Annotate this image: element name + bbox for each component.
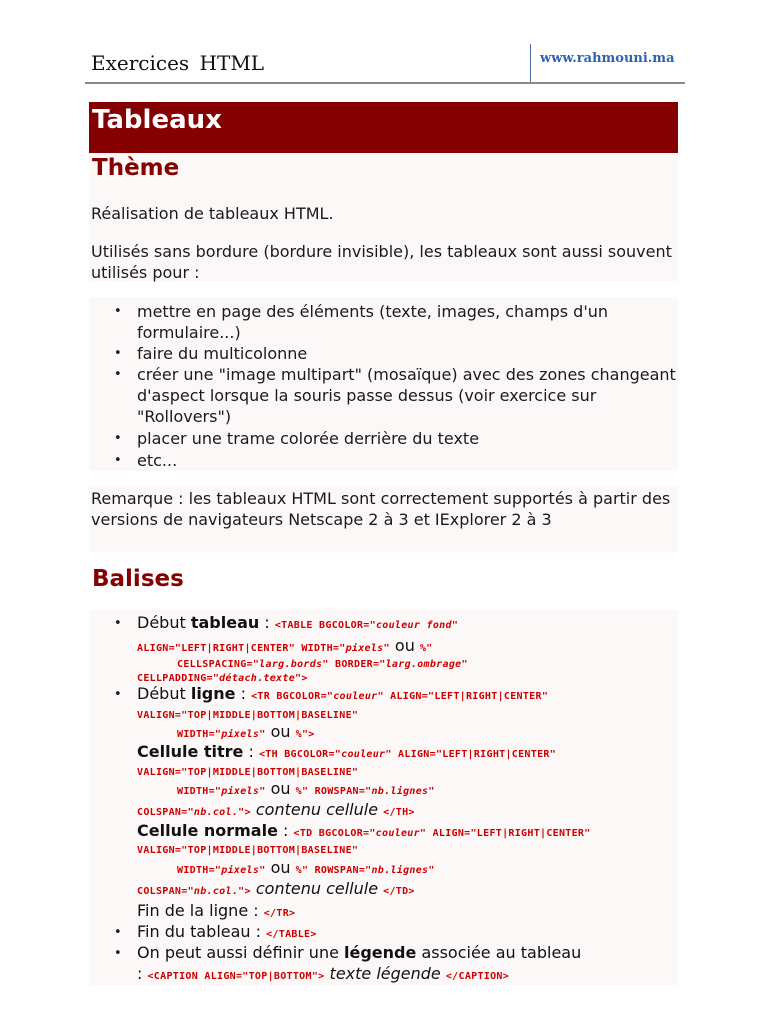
code-text: ": [461, 659, 468, 670]
code-snippet: [275, 620, 458, 631]
code-text: ": [259, 729, 266, 740]
page-title-bar: [89, 102, 678, 153]
code-text: WIDTH=": [177, 786, 222, 797]
code-text: VALIGN="TOP|MIDDLE|BOTTOM|BASELINE": [137, 767, 359, 778]
th-tag-line: [177, 779, 435, 802]
code-text: </TD>: [383, 886, 415, 897]
code-snippet: [259, 749, 556, 760]
keyword-cellule-normale: Cellule normale: [137, 821, 278, 840]
code-text: ": [428, 865, 435, 876]
code-value: détach.texte: [219, 673, 296, 684]
code-text: ": [451, 620, 459, 631]
code-text: " ALIGN="LEFT|RIGHT|CENTER": [419, 828, 591, 839]
code-text: <TABLE BGCOLOR=": [274, 620, 376, 631]
table-tag-line: [137, 613, 458, 636]
list-item: placer une trame colorée derrière du texte: [137, 429, 480, 448]
code-text: ": [383, 643, 390, 654]
code-text: ": [259, 786, 266, 797]
bullet: •: [114, 925, 122, 940]
code-text: WIDTH=": [177, 729, 222, 740]
bullet: •: [114, 431, 122, 446]
code-value: larg.bords: [259, 659, 323, 670]
bullet: •: [114, 346, 122, 361]
separator: :: [243, 742, 259, 761]
code-text: %">: [295, 729, 315, 740]
code-snippet: [296, 865, 435, 876]
separator: :: [259, 613, 275, 632]
theme-heading: Thème: [92, 155, 180, 181]
code-text: COLSPAN=": [137, 886, 194, 897]
page-title: Tableaux: [92, 105, 222, 135]
header-rule: [85, 82, 685, 84]
td-tag-line: [177, 858, 435, 881]
keyword-legende: légende: [344, 943, 417, 962]
list-item: etc...: [137, 451, 178, 470]
code-text: %" ROWSPAN=": [295, 865, 372, 876]
bullet: •: [114, 304, 122, 319]
code-text: ": [259, 865, 266, 876]
label-text: associée au tableau: [416, 943, 582, 962]
remark-paragraph: Remarque : les tableaux HTML sont correctement supportés à partir des versions de navigateurs Netscape 2 à 3 et IExplorer 2 à 3: [91, 489, 671, 529]
bullet: •: [114, 453, 122, 468]
code-value: nb.lignes: [371, 865, 429, 876]
th-tag-line: [137, 800, 415, 823]
code-text: </TH>: [383, 807, 415, 818]
separator: :: [137, 964, 148, 983]
code-snippet: [177, 786, 266, 797]
ou-text: ou: [265, 722, 296, 741]
label-text: Début: [137, 684, 191, 703]
code-text: %" ROWSPAN=": [295, 786, 372, 797]
code-text: VALIGN="TOP|MIDDLE|BOTTOM|BASELINE": [137, 845, 359, 856]
code-text: COLSPAN=": [137, 807, 194, 818]
list-item: mettre en page des éléments (texte, images, champs d'un formulaire...): [137, 302, 608, 342]
code-snippet: [296, 786, 435, 797]
separator: :: [277, 821, 294, 840]
bullet: •: [114, 946, 122, 961]
code-snippet: [251, 691, 548, 702]
content-text: contenu cellule: [250, 879, 384, 898]
code-snippet: [137, 673, 308, 684]
theme-paragraph-2: Utilisés sans bordure (bordure invisible), les tableaux sont aussi souvent utilisés pour :: [91, 242, 672, 282]
header-divider: [530, 44, 531, 82]
code-value: couleur: [333, 691, 378, 702]
code-value: pixels: [345, 643, 384, 654]
end-table-line: [137, 922, 317, 945]
code-value: nb.lignes: [371, 786, 429, 797]
code-text: <TD BGCOLOR=": [293, 828, 376, 839]
code-snippet: [137, 886, 251, 897]
code-text: </CAPTION>: [445, 971, 510, 982]
code-value: larg.ombrage: [385, 659, 462, 670]
code-snippet: [137, 807, 251, 818]
ou-text: ou: [265, 779, 296, 798]
code-value: couleur: [375, 828, 420, 839]
code-text: WIDTH=": [177, 865, 222, 876]
document-header-title: Exercices HTML: [91, 51, 265, 75]
code-value: couleur: [341, 749, 386, 760]
code-value: pixels: [221, 786, 260, 797]
separator: :: [235, 684, 252, 703]
list-item: faire du multicolonne: [137, 344, 308, 363]
code-value: couleur fond: [375, 620, 452, 631]
code-value: nb.col.: [193, 886, 239, 897]
keyword-tableau: tableau: [190, 613, 260, 632]
balises-heading: Balises: [92, 566, 184, 592]
code-snippet: [177, 865, 266, 876]
bullet: •: [114, 687, 122, 702]
code-text: ">: [238, 886, 251, 897]
content-text: texte légende: [324, 964, 446, 983]
code-text: <TH BGCOLOR=": [258, 749, 342, 760]
content-text: contenu cellule: [250, 800, 384, 819]
website-link[interactable]: www.rahmouni.ma: [540, 51, 675, 66]
bullet: •: [114, 367, 122, 382]
code-value: pixels: [221, 865, 260, 876]
code-value: pixels: [221, 729, 260, 740]
label-text: Fin du tableau :: [137, 922, 267, 941]
list-item: créer une "image multipart" (mosaïque) avec des zones changeant d'aspect lorsque la souris passe dessus (voir exercice sur "Rollovers"): [137, 365, 676, 426]
theme-paragraph-1: Réalisation de tableaux HTML.: [91, 204, 334, 223]
code-text: ALIGN="LEFT|RIGHT|CENTER" WIDTH=": [137, 643, 346, 654]
code-text: </TABLE>: [266, 929, 317, 940]
legend-line: [137, 964, 509, 987]
ou-text: ou: [389, 636, 420, 655]
code-text: ">: [295, 673, 308, 684]
code-snippet: [177, 729, 266, 740]
code-text: ": [428, 786, 435, 797]
code-text: <TR BGCOLOR=": [251, 691, 334, 702]
label-text: Début: [137, 613, 191, 632]
code-text: CELLPADDING=": [137, 673, 220, 684]
code-text: " BORDER=": [322, 659, 386, 670]
code-text: CELLSPACING=": [177, 659, 260, 670]
code-text: %": [419, 643, 433, 654]
label-text: On peut aussi définir une: [137, 943, 345, 962]
code-text: " ALIGN="LEFT|RIGHT|CENTER": [377, 691, 549, 702]
bullet: •: [114, 616, 122, 631]
code-text: <CAPTION ALIGN="TOP|BOTTOM">: [147, 971, 325, 982]
keyword-cellule-titre: Cellule titre: [137, 742, 244, 761]
code-text: VALIGN="TOP|MIDDLE|BOTTOM|BASELINE": [137, 710, 359, 721]
legend-line: [137, 943, 581, 963]
ou-text: ou: [265, 858, 296, 877]
code-text: </TR>: [263, 908, 296, 919]
td-tag-line: [137, 879, 415, 902]
code-text: ">: [238, 807, 251, 818]
code-text: " ALIGN="LEFT|RIGHT|CENTER": [385, 749, 557, 760]
label-text: Fin de la ligne :: [137, 901, 264, 920]
end-row-line: [137, 901, 295, 924]
keyword-ligne: ligne: [190, 684, 236, 703]
code-value: nb.col.: [193, 807, 239, 818]
